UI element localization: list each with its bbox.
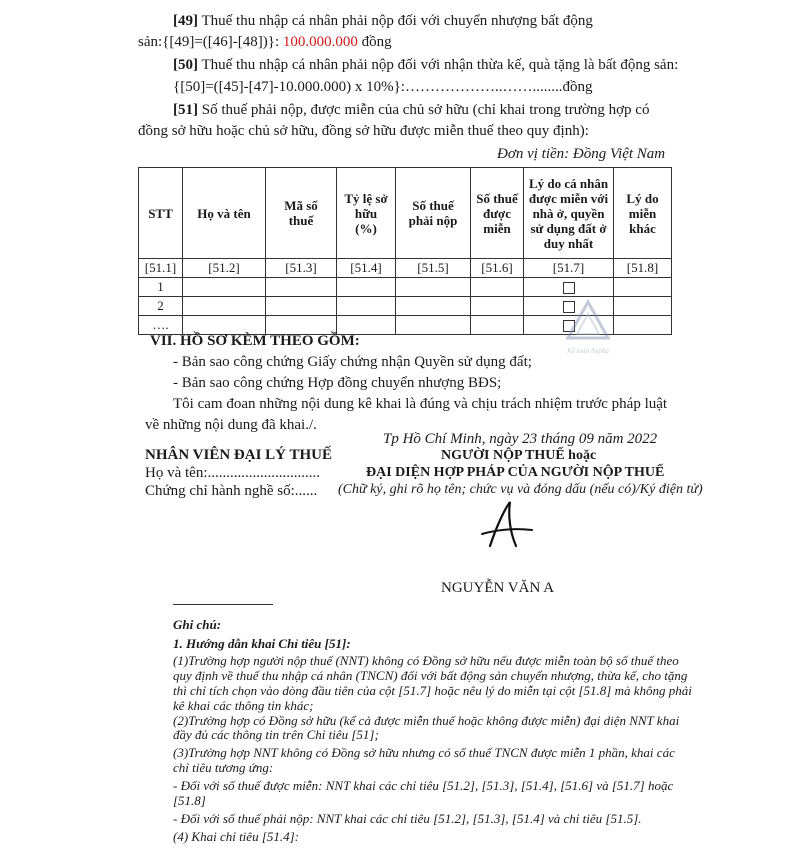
pledge-line1: Tôi cam đoan những nội dung kê khai là đúng và chịu trách nhiệm trước pháp luật <box>173 396 668 412</box>
header-stt: STT <box>139 168 183 259</box>
note-line: kê khai các thông tin khác; <box>173 698 314 713</box>
item49-amount: 100.000.000 <box>282 34 358 50</box>
attachment-item: - Bản sao công chứng Giấy chứng nhận Quyền sử dụng đất; <box>173 354 532 370</box>
watermark-logo <box>563 298 613 358</box>
signer-name: NGUYỄN VĂN A <box>441 580 555 596</box>
item49-line2: sản:{[49]=([46]-[48])}: 100.000.000 đồng <box>138 34 392 50</box>
pledge-line2: về những nội dung đã khai./. <box>145 417 317 433</box>
footnote-divider <box>173 604 273 605</box>
item51-line2: đồng sở hữu hoặc chủ sở hữu, đồng sở hữu được miễn thuế theo quy định): <box>138 123 589 139</box>
header-tax-payable: Số thuế phải nộp <box>396 168 471 259</box>
currency-note: Đơn vị tiền: Đồng Việt Nam <box>497 146 666 162</box>
note-line: quy định về thuế thu nhập cá nhân (TNCN) đối với bất động sản chuyển nhượng, thừa kế, cho tặng <box>173 668 688 683</box>
attachment-item: - Bản sao công chứng Hợp đồng chuyển nhượng BĐS; <box>173 375 502 391</box>
header-exempt-reason-other: Lý do miễn khác <box>614 168 672 259</box>
note-line: đầy đủ các thông tin trên Chỉ tiêu [51]; <box>173 727 379 742</box>
anpha-logo-icon <box>563 298 613 358</box>
note-line: - Đối với số thuế phải nộp: NNT khai các chỉ tiêu [51.2], [51.3], [51.4] và chỉ tiêu [51.5]. <box>173 811 642 826</box>
note-line: (2)Trường hợp có Đồng sở hữu (kể cả được miễn thuế hoặc không được miễn) đại diện NNT khai <box>173 713 680 728</box>
agent-title: NHÂN VIÊN ĐẠI LÝ THUẾ <box>145 447 332 463</box>
item50-code: [50] <box>173 57 198 73</box>
item49-code: [49] <box>173 13 198 29</box>
table-code-row: [51.1] [51.2] [51.3] [51.4] [51.5] [51.6] [51.7] [51.8] <box>139 259 672 278</box>
note-line: chỉ tiêu tương ứng: <box>173 760 274 775</box>
item50-line2: {[50]=([45]-[47]-10.000.000) x 10%}:………………..……........đồng <box>173 79 593 95</box>
note-line: (4) Khai chỉ tiêu [51.4]: <box>173 829 300 844</box>
item51-code: [51] <box>173 102 198 118</box>
signer-title1: NGƯỜI NỘP THUẾ hoặc <box>441 448 597 463</box>
signature-image <box>476 498 536 550</box>
item49-line1: [49] Thuế thu nhập cá nhân phải nộp đối với chuyển nhượng bất động <box>173 13 593 29</box>
table-row: 2 <box>139 297 672 316</box>
exempt-checkbox[interactable] <box>563 282 575 294</box>
header-name: Họ và tên <box>183 168 266 259</box>
section7-title: VII. HỒ SƠ KÈM THEO GỒM: <box>150 333 360 349</box>
place-date: Tp Hồ Chí Minh, ngày 23 tháng 09 năm 2022 <box>383 431 658 447</box>
item51-line1: [51] Số thuế phải nộp, được miễn của chủ sở hữu (chỉ khai trong trường hợp có <box>173 102 650 118</box>
table-row: …. <box>139 316 672 335</box>
item50-line1: [50] Thuế thu nhập cá nhân phải nộp đối với nhận thừa kế, quà tặng là bất động sản: <box>173 57 679 73</box>
note-line: thì chỉ tích chọn vào dòng đầu tiên của cột [51.7] hoặc nêu lý do miễn tại cột [51.8] mà không phải <box>173 683 692 698</box>
notes-heading: Ghi chú: <box>173 617 222 632</box>
note-line: (3)Trường hợp NNT không có Đồng sở hữu nhưng có số thuế TNCN được miễn 1 phần, khai các <box>173 745 675 760</box>
header-tax-exempt: Số thuế được miễn <box>471 168 524 259</box>
note-line: - Đối với số thuế được miễn: NNT khai các chỉ tiêu [51.2], [51.3], [51.4], [51.6] và [51.7] hoặc <box>173 778 674 793</box>
agent-name-field: Họ và tên:.............................. <box>145 465 320 481</box>
signer-title2: ĐẠI DIỆN HỢP PHÁP CỦA NGƯỜI NỘP THUẾ <box>366 465 665 480</box>
notes-subheading: 1. Hướng dẫn khai Chỉ tiêu [51]: <box>173 636 351 651</box>
note-line: [51.8] <box>173 793 206 808</box>
watermark-text: Kế toán Anpha <box>567 347 609 355</box>
agent-cert-field: Chứng chỉ hành nghề số:...... <box>145 483 318 499</box>
note-line: (1)Trường hợp người nộp thuế (NNT) không có Đồng sở hữu nếu được miễn toàn bộ số thuế theo <box>173 653 679 668</box>
signer-note: (Chữ ký, ghi rõ họ tên; chức vụ và đóng dấu (nếu có)/Ký điện tử) <box>338 482 703 497</box>
header-ownership-ratio: Tỷ lệ sở hữu (%) <box>337 168 396 259</box>
table-row: 1 <box>139 278 672 297</box>
header-tax-code: Mã số thuế <box>266 168 337 259</box>
header-exempt-reason-home: Lý do cá nhân được miễn với nhà ở, quyền sử dụng đất ở duy nhất <box>524 168 614 259</box>
